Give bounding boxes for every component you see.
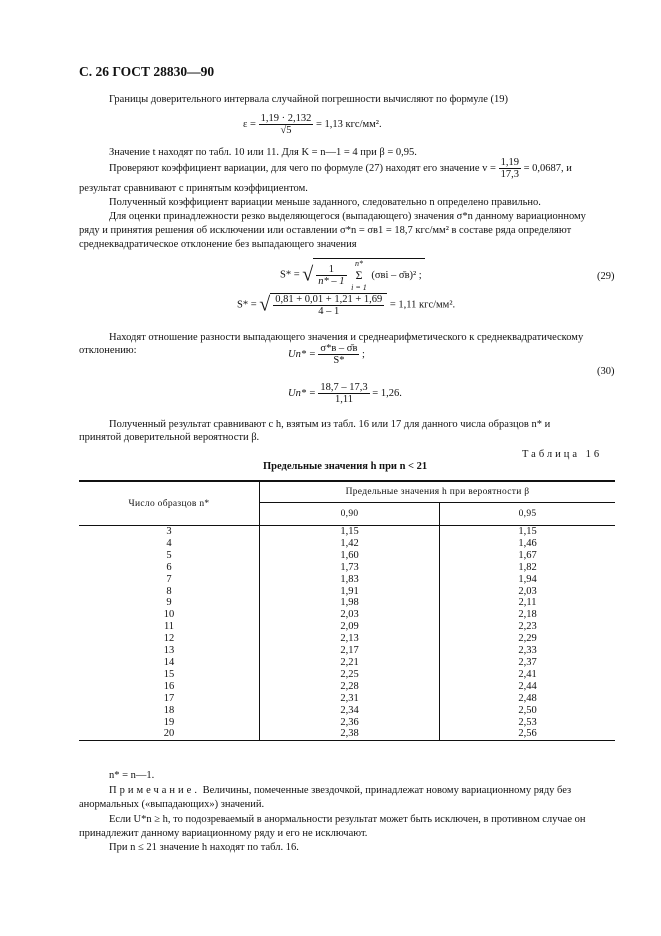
cell-sample-count: 19 — [163, 716, 175, 728]
cell-h-090: 2,36 — [260, 717, 440, 729]
cell-sample-count: 11 — [163, 621, 175, 633]
table-row — [79, 526, 615, 538]
cell-sample-count: 15 — [163, 668, 175, 680]
cell-h-090: 2,17 — [260, 645, 440, 657]
sqrt-icon: √ — [302, 263, 314, 286]
compare-par-2: принятой доверительной вероятности β. — [79, 432, 260, 443]
cell-sample-count: 18 — [163, 704, 175, 716]
note-paragraph-1 — [79, 784, 615, 797]
outlier-par-2: ряду и принятия решения об исключении или оставлении σ*n = σв1 = 18,7 кгс/мм² в составе ряда определяют — [79, 225, 572, 236]
compare-par-1: Полученный результат сравнивают с h, взятым из табл. 16 или 17 для данного числа образцов n* и — [109, 419, 551, 430]
formula-29b — [237, 293, 455, 317]
cell-h-090: 2,21 — [260, 657, 440, 669]
formula-epsilon-numerator: 1,19 · 2,132 — [260, 113, 312, 124]
cell-h-090: 2,38 — [260, 728, 440, 740]
cell-h-095: 2,23 — [440, 621, 615, 633]
cell-h-090: 1,91 — [260, 586, 440, 598]
t-value-line: Значение t находят по табл. 10 или 11. Для K = n—1 = 4 при β = 0,95. — [109, 147, 417, 158]
note-text-1: Величины, помеченные звездочкой, принадлежат новому вариационному ряду без — [199, 785, 572, 796]
table-row — [79, 657, 615, 669]
formula-30b-denominator: 1,11 — [335, 394, 354, 405]
table-row — [79, 693, 615, 705]
variation-text-a: Проверяют коэффициент вариации, для чего по формуле (27) находят его значение v = — [109, 162, 496, 174]
note-label: Примечание. — [109, 785, 200, 796]
formula-epsilon-result: = 1,13 кгс/мм². — [315, 118, 382, 130]
table-row — [79, 717, 615, 729]
cell-sample-count: 20 — [79, 728, 260, 740]
footnote: n* = n—1. — [109, 770, 155, 781]
cell-h-090: 2,31 — [260, 693, 440, 705]
cell-sample-count: 6 — [166, 561, 172, 573]
cell-sample-count: 4 — [166, 537, 172, 549]
cell-sample-count: 9 — [166, 597, 172, 609]
formula-30b-numerator: 18,7 – 17,3 — [320, 382, 368, 393]
cell-h-095: 2,41 — [440, 669, 615, 681]
cell-h-090: 1,15 — [260, 526, 440, 538]
rule-line-2: принадлежит данному вариационному ряду и его не исключают. — [79, 828, 368, 839]
formula-30b-lhs: Un* = — [288, 387, 316, 399]
cell-sample-count: 7 — [166, 573, 172, 585]
cell-sample-count: 14 — [163, 656, 175, 668]
table-16 — [79, 480, 615, 741]
formula-29-sum-bottom: i = 1 — [351, 283, 367, 292]
formula-epsilon-lhs: ε = — [243, 118, 256, 130]
table-label: Таблица 16 — [522, 449, 603, 460]
formula-29-sum-top: n* — [354, 259, 363, 268]
outlier-par-1: Для оценки принадлежности резко выделяющегося (выпадающего) значения σ*n данному вариационному — [109, 211, 586, 222]
cell-h-095: 2,33 — [440, 645, 615, 657]
sqrt-icon: √ — [259, 293, 271, 316]
formula-30b-result: = 1,26. — [372, 387, 402, 399]
cell-h-095: 2,48 — [440, 693, 615, 705]
variation-line — [109, 157, 572, 180]
cell-h-090: 2,03 — [260, 609, 440, 621]
cell-h-095: 2,03 — [440, 586, 615, 598]
col-header-090: 0,90 — [260, 503, 440, 526]
ratio-par-2: отклонению: — [79, 345, 137, 356]
table-row — [79, 538, 615, 550]
formula-29b-denominator: 4 – 1 — [318, 306, 340, 317]
cell-h-095: 2,18 — [440, 609, 615, 621]
page-header: С. 26 ГОСТ 28830—90 — [79, 64, 215, 79]
cell-sample-count: 13 — [163, 645, 175, 657]
table-title: Предельные значения h при n < 21 — [263, 461, 428, 472]
cell-h-095: 1,67 — [440, 550, 615, 562]
cell-h-095: 2,56 — [440, 728, 615, 740]
table-row — [79, 669, 615, 681]
cell-sample-count: 16 — [163, 680, 175, 692]
table-row — [79, 597, 615, 609]
cell-h-090: 2,28 — [260, 681, 440, 693]
formula-30-denominator: S* — [333, 355, 345, 366]
col-header-n: Число образцов n* — [79, 481, 260, 526]
cell-sample-count: 10 — [163, 609, 175, 621]
cell-h-095: 2,50 — [440, 705, 615, 717]
formula-29b-numerator: 0,81 + 0,01 + 1,21 + 1,69 — [275, 294, 383, 305]
variation-denominator: 17,3 — [500, 169, 519, 180]
formula-30-lhs: Un* = — [288, 348, 316, 360]
cell-sample-count: 8 — [166, 585, 172, 597]
rule-line-1: Если U*n ≥ h, то подозреваемый в анормальности результат может быть исключен, в противном случае он — [109, 814, 586, 825]
formula-29-frac-den: n* – 1 — [318, 276, 345, 287]
formula-29-sum: Σ — [355, 268, 363, 282]
cell-sample-count: 3 — [166, 526, 172, 537]
variation-numerator: 1,19 — [500, 157, 519, 168]
outlier-par-3: среднеквадратическое отклонение без выпадающего значения — [79, 239, 357, 250]
cell-h-095: 2,44 — [440, 681, 615, 693]
note-paragraph-2: анормальных («выпадающих») значений. — [79, 799, 265, 810]
cell-h-095: 2,11 — [440, 597, 615, 609]
table-row — [79, 621, 615, 633]
table-row — [79, 645, 615, 657]
cell-sample-count: 5 — [166, 549, 172, 561]
cell-h-095: 2,53 — [440, 717, 615, 729]
formula-30-number: (30) — [597, 366, 615, 377]
ratio-par-1: Находят отношение разности выпадающего значения и среднеарифметического к среднеквадратическому — [109, 332, 584, 343]
intro-paragraph: Границы доверительного интервала случайной погрешности вычисляют по формуле (19) — [109, 94, 509, 105]
cell-h-095: 1,94 — [440, 574, 615, 586]
coef-line: Полученный коэффициент вариации меньше заданного, следовательно n определено правильно. — [109, 197, 541, 208]
table-row — [79, 609, 615, 621]
cell-sample-count: 17 — [163, 692, 175, 704]
formula-29b-lhs: S* = — [237, 299, 257, 311]
table-row — [79, 728, 615, 740]
col-header-095: 0,95 — [440, 503, 615, 526]
formula-epsilon — [243, 113, 382, 136]
cell-h-090: 2,34 — [260, 705, 440, 717]
cell-h-095: 1,15 — [440, 526, 615, 538]
cell-h-095: 2,29 — [440, 633, 615, 645]
table-row — [79, 562, 615, 574]
formula-epsilon-denominator: √5 — [280, 125, 292, 136]
variation-line-c: результат сравнивают с принятым коэффициентом. — [79, 183, 308, 194]
cell-h-095: 1,46 — [440, 538, 615, 550]
cell-sample-count: 12 — [163, 633, 175, 645]
cell-h-095: 2,37 — [440, 657, 615, 669]
formula-30b — [288, 382, 402, 405]
formula-29b-result: = 1,11 кгс/мм². — [389, 299, 456, 311]
cell-h-090: 1,60 — [260, 550, 440, 562]
cell-h-090: 1,73 — [260, 562, 440, 574]
formula-29-lhs: S* = — [280, 269, 300, 281]
formula-29 — [280, 258, 425, 292]
table-row — [79, 574, 615, 586]
table-row — [79, 550, 615, 562]
cell-h-090: 2,25 — [260, 669, 440, 681]
formula-30-numerator: σ*в – σ̄в — [320, 343, 358, 354]
formula-29-number: (29) — [597, 271, 615, 282]
cell-h-090: 1,98 — [260, 597, 440, 609]
formula-30 — [288, 343, 365, 366]
formula-29-body: (σвi – σ̄в)² ; — [371, 269, 422, 281]
formula-30-tail: ; — [362, 348, 365, 360]
table-body — [79, 526, 615, 741]
rule-line-3: При n ≤ 21 значение h находят по табл. 16. — [109, 842, 299, 853]
table-row — [79, 681, 615, 693]
cell-h-090: 2,09 — [260, 621, 440, 633]
table-row — [79, 586, 615, 598]
cell-h-095: 1,82 — [440, 562, 615, 574]
table-row — [79, 705, 615, 717]
variation-text-b: = 0,0687, и — [523, 162, 572, 174]
formula-29-frac-num: 1 — [316, 264, 346, 276]
col-header-group: Предельные значения h при вероятности β — [260, 481, 616, 503]
table-row — [79, 633, 615, 645]
cell-h-090: 1,83 — [260, 574, 440, 586]
cell-h-090: 2,13 — [260, 633, 440, 645]
cell-h-090: 1,42 — [260, 538, 440, 550]
